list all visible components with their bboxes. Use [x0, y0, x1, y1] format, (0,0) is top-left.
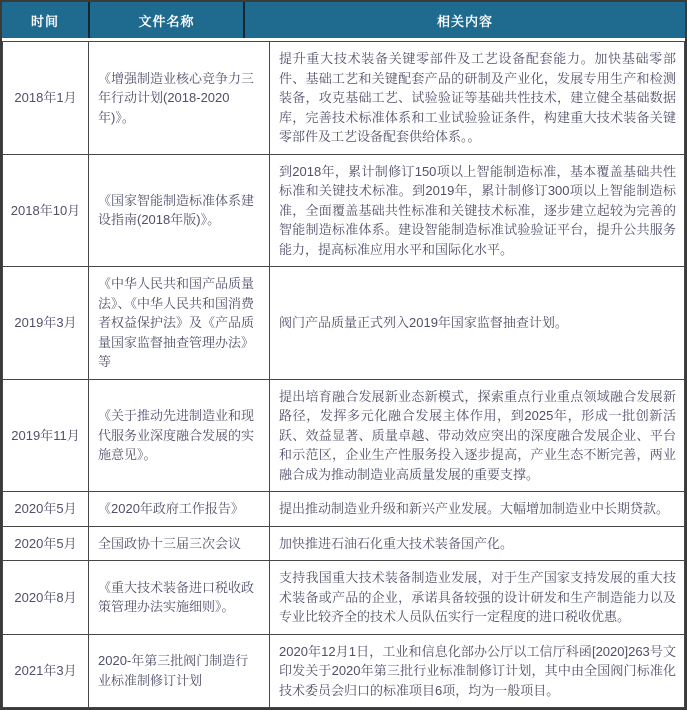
table-row [3, 379, 685, 492]
cell-time: 2018年1月 [3, 42, 89, 155]
table-row [3, 526, 685, 561]
cell-content: 阀门产品质量正式列入2019年国家监督抽查计划。 [270, 267, 685, 380]
cell-content: 2020年12月1日，工业和信息化部办公厅以工信厅科函[2020]263号文印发关于2020年第三批行业标准制修订计划，其中由全国阀门标准化技术委员会归口的标准项目6项，均为一般项目。 [270, 634, 685, 708]
cell-content: 支持我国重大技术装备制造业发展，对于生产国家支持发展的重大技术装备或产品的企业，承诺具备较强的设计研发和生产制造能力以及专业比较齐全的技术人员队伍实行一定程度的进口税收优惠。 [270, 561, 685, 635]
table-row [3, 42, 685, 155]
cell-content: 提出培育融合发展新业态新模式，探索重点行业重点领域融合发展新路径，发挥多元化融合发展主体作用，到2025年，形成一批创新活跃、效益显著、质量卓越、带动效应突出的深度融合发展企业、平台和示范区，企业生产性服务投入逐步提高，产业生态不断完善，两业融合成为推动制造业高质量发展的重要支撑。 [270, 379, 685, 492]
cell-document: 《重大技术装备进口税收政策管理办法实施细则》。 [89, 561, 270, 635]
column-header-time: 时间 [30, 13, 59, 29]
table-row [3, 492, 685, 527]
cell-time: 2020年8月 [3, 561, 89, 635]
cell-document: 2020-年第三批阀门制造行业标准制修订计划 [89, 634, 270, 708]
column-header-document: 文件名称 [88, 2, 243, 38]
cell-time: 2021年3月 [3, 634, 89, 708]
cell-document: 《中华人民共和国产品质量法》、《中华人民共和国消费者权益保护法》及《产品质量国家监督抽查管理办法》等 [89, 267, 270, 380]
table-row [3, 561, 685, 635]
cell-document: 全国政协十三届三次会议 [89, 526, 270, 561]
column-header-content: 相关内容 [243, 2, 685, 38]
cell-document: 《关于推动先进制造业和现代服务业深度融合发展的实施意见》。 [89, 379, 270, 492]
cell-time: 2019年11月 [3, 379, 89, 492]
table-body [2, 41, 685, 708]
cell-time: 2020年5月 [3, 492, 89, 527]
cell-document: 《增强制造业核心竞争力三年行动计划(2018-2020年)》。 [89, 42, 270, 155]
cell-document: 《2020年政府工作报告》 [89, 492, 270, 527]
cell-time: 2020年5月 [3, 526, 89, 561]
table-row [3, 634, 685, 708]
table-header [2, 2, 685, 38]
cell-content: 加快推进石油石化重大技术装备国产化。 [270, 526, 685, 561]
table-row [3, 267, 685, 380]
cell-content: 到2018年，累计制修订150项以上智能制造标准，基本覆盖基础共性标准和关键技术标准。到2019年，累计制修订300项以上智能制造标准，全面覆盖基础共性标准和关键技术标准，逐步建立起较为完善的智能制造标准体系。建设智能制造标准试验验证平台，提升公共服务能力，提高标准应用水平和国际化水平。 [270, 154, 685, 267]
cell-document: 《国家智能制造标准体系建设指南(2018年版)》。 [89, 154, 270, 267]
cell-content: 提出推动制造业升级和新兴产业发展。大幅增加制造业中长期贷款。 [270, 492, 685, 527]
table-row [3, 154, 685, 267]
cell-time: 2019年3月 [3, 267, 89, 380]
cell-content: 提升重大技术装备关键零部件及工艺设备配套能力。加快基础零部件、基础工艺和关键配套产品的研制及产业化，发展专用生产和检测装备，攻克基础工艺、试验验证等基础共性技术，建立健全基础数据库，完善技术标准体系和工业试验验证条件，构建重大技术装备关键零部件及工艺设备配套供给体系。。 [270, 42, 685, 155]
cell-time: 2018年10月 [3, 154, 89, 267]
